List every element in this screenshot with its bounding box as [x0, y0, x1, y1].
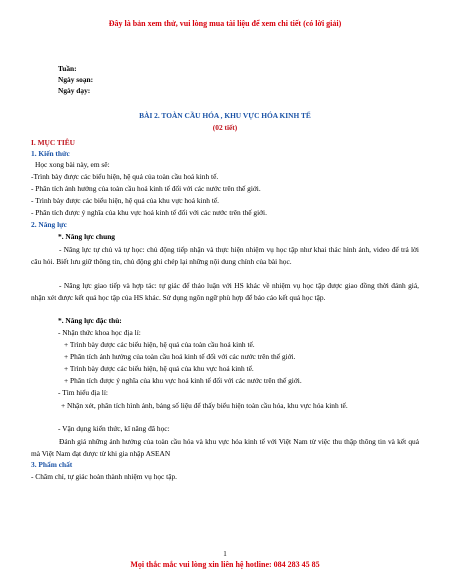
general-competency-heading: *. Năng lực chung [58, 232, 115, 241]
week-label: Tuần: [58, 64, 77, 73]
general-competency-paragraph: - Năng lực giao tiếp và hợp tác: tự giác để thảo luận với HS khác về nhiệm vụ học tập được giao đồng thời đánh giá, nhận xét được kết quả học tập của HS khác. Sử dụng ngôn ngữ phù hợp để báo cáo kết quả học tập. [31, 281, 419, 302]
preview-banner: Đây là bản xem thử, vui lòng mua tài liệu để xem chi tiết (có lời giải) [108, 19, 342, 28]
knowledge-item: - Phân tích ảnh hưởng của toàn cầu hoá kinh tế đối với các nước trên thế giới. [31, 184, 261, 193]
knowledge-intro: Học xong bài này, em sẽ: [35, 160, 110, 169]
competency-heading: 2. Năng lực [31, 220, 67, 229]
hotline-banner: Mọi thắc mắc vui lòng xin liên hệ hotline: 084 283 45 85 [130, 560, 320, 569]
explore-item: + Nhận xét, phân tích hình ảnh, bảng số liệu để thấy biểu hiện toàn cầu hóa, khu vực hóa kinh tế. [61, 401, 348, 410]
specific-competency-heading: *. Năng lực đặc thù: [58, 316, 122, 325]
quality-item: - Chăm chỉ, tự giác hoàn thành nhiệm vụ học tập. [31, 472, 178, 481]
page-number: 1 [223, 550, 227, 558]
lesson-title: BÀI 2. TOÀN CẦU HÓA , KHU VỰC HÓA KINH TẾ [139, 111, 311, 120]
cognition-item: + Trình bày được các biểu hiện, hệ quả của khu vực hoá kinh tế. [64, 364, 254, 373]
cognition-item: + Phân tích được ý nghĩa của khu vực hoá kinh tế đối với các nước trên thế giới. [64, 376, 302, 385]
apply-label: - Vận dụng kiến thức, kĩ năng đã học: [58, 424, 170, 433]
cognition-item: + Phân tích ảnh hưởng của toàn cầu hoá kinh tế đối với các nước trên thế giới. [64, 352, 296, 361]
knowledge-item: -Trình bày được các biểu hiện, hệ quả của toàn cầu hoá kinh tế. [31, 172, 219, 181]
lesson-duration: (02 tiết) [212, 123, 238, 132]
section-objectives: I. MỤC TIÊU [31, 138, 76, 147]
prep-date-label: Ngày soạn: [58, 75, 94, 84]
knowledge-heading: 1. Kiến thức [31, 149, 70, 158]
teach-date-label: Ngày dạy: [58, 86, 91, 95]
knowledge-item: - Trình bày được các biểu hiện, hệ quả của khu vực hoá kinh tế. [31, 196, 220, 205]
cognition-item: + Trình bày được các biểu hiện, hệ quả của toàn cầu hoá kinh tế. [64, 340, 255, 349]
explore-label: - Tìm hiểu địa lí: [58, 388, 108, 397]
cognition-label: - Nhận thức khoa học địa lí: [58, 328, 141, 337]
apply-item: Đánh giá những ảnh hưởng của toàn cầu hóa và khu vực hóa kinh tế với Việt Nam từ việc thu thập thông tin và kết quả mà Việt Nam đạt được từ khi gia nhập ASEAN [31, 437, 419, 458]
general-competency-paragraph: - Năng lực tự chủ và tự học: chủ động tiếp nhận và thực hiện nhiệm vụ học tập như khai thác hình ảnh, video để trả lời câu hỏi. Biết lưu giữ thông tin, chủ động ghi chép lại những nội dung chính của bài học. [31, 245, 419, 266]
knowledge-item: - Phân tích được ý nghĩa của khu vực hoá kinh tế đối với các nước trên thế giới. [31, 208, 267, 217]
quality-heading: 3. Phẩm chất [31, 460, 73, 469]
